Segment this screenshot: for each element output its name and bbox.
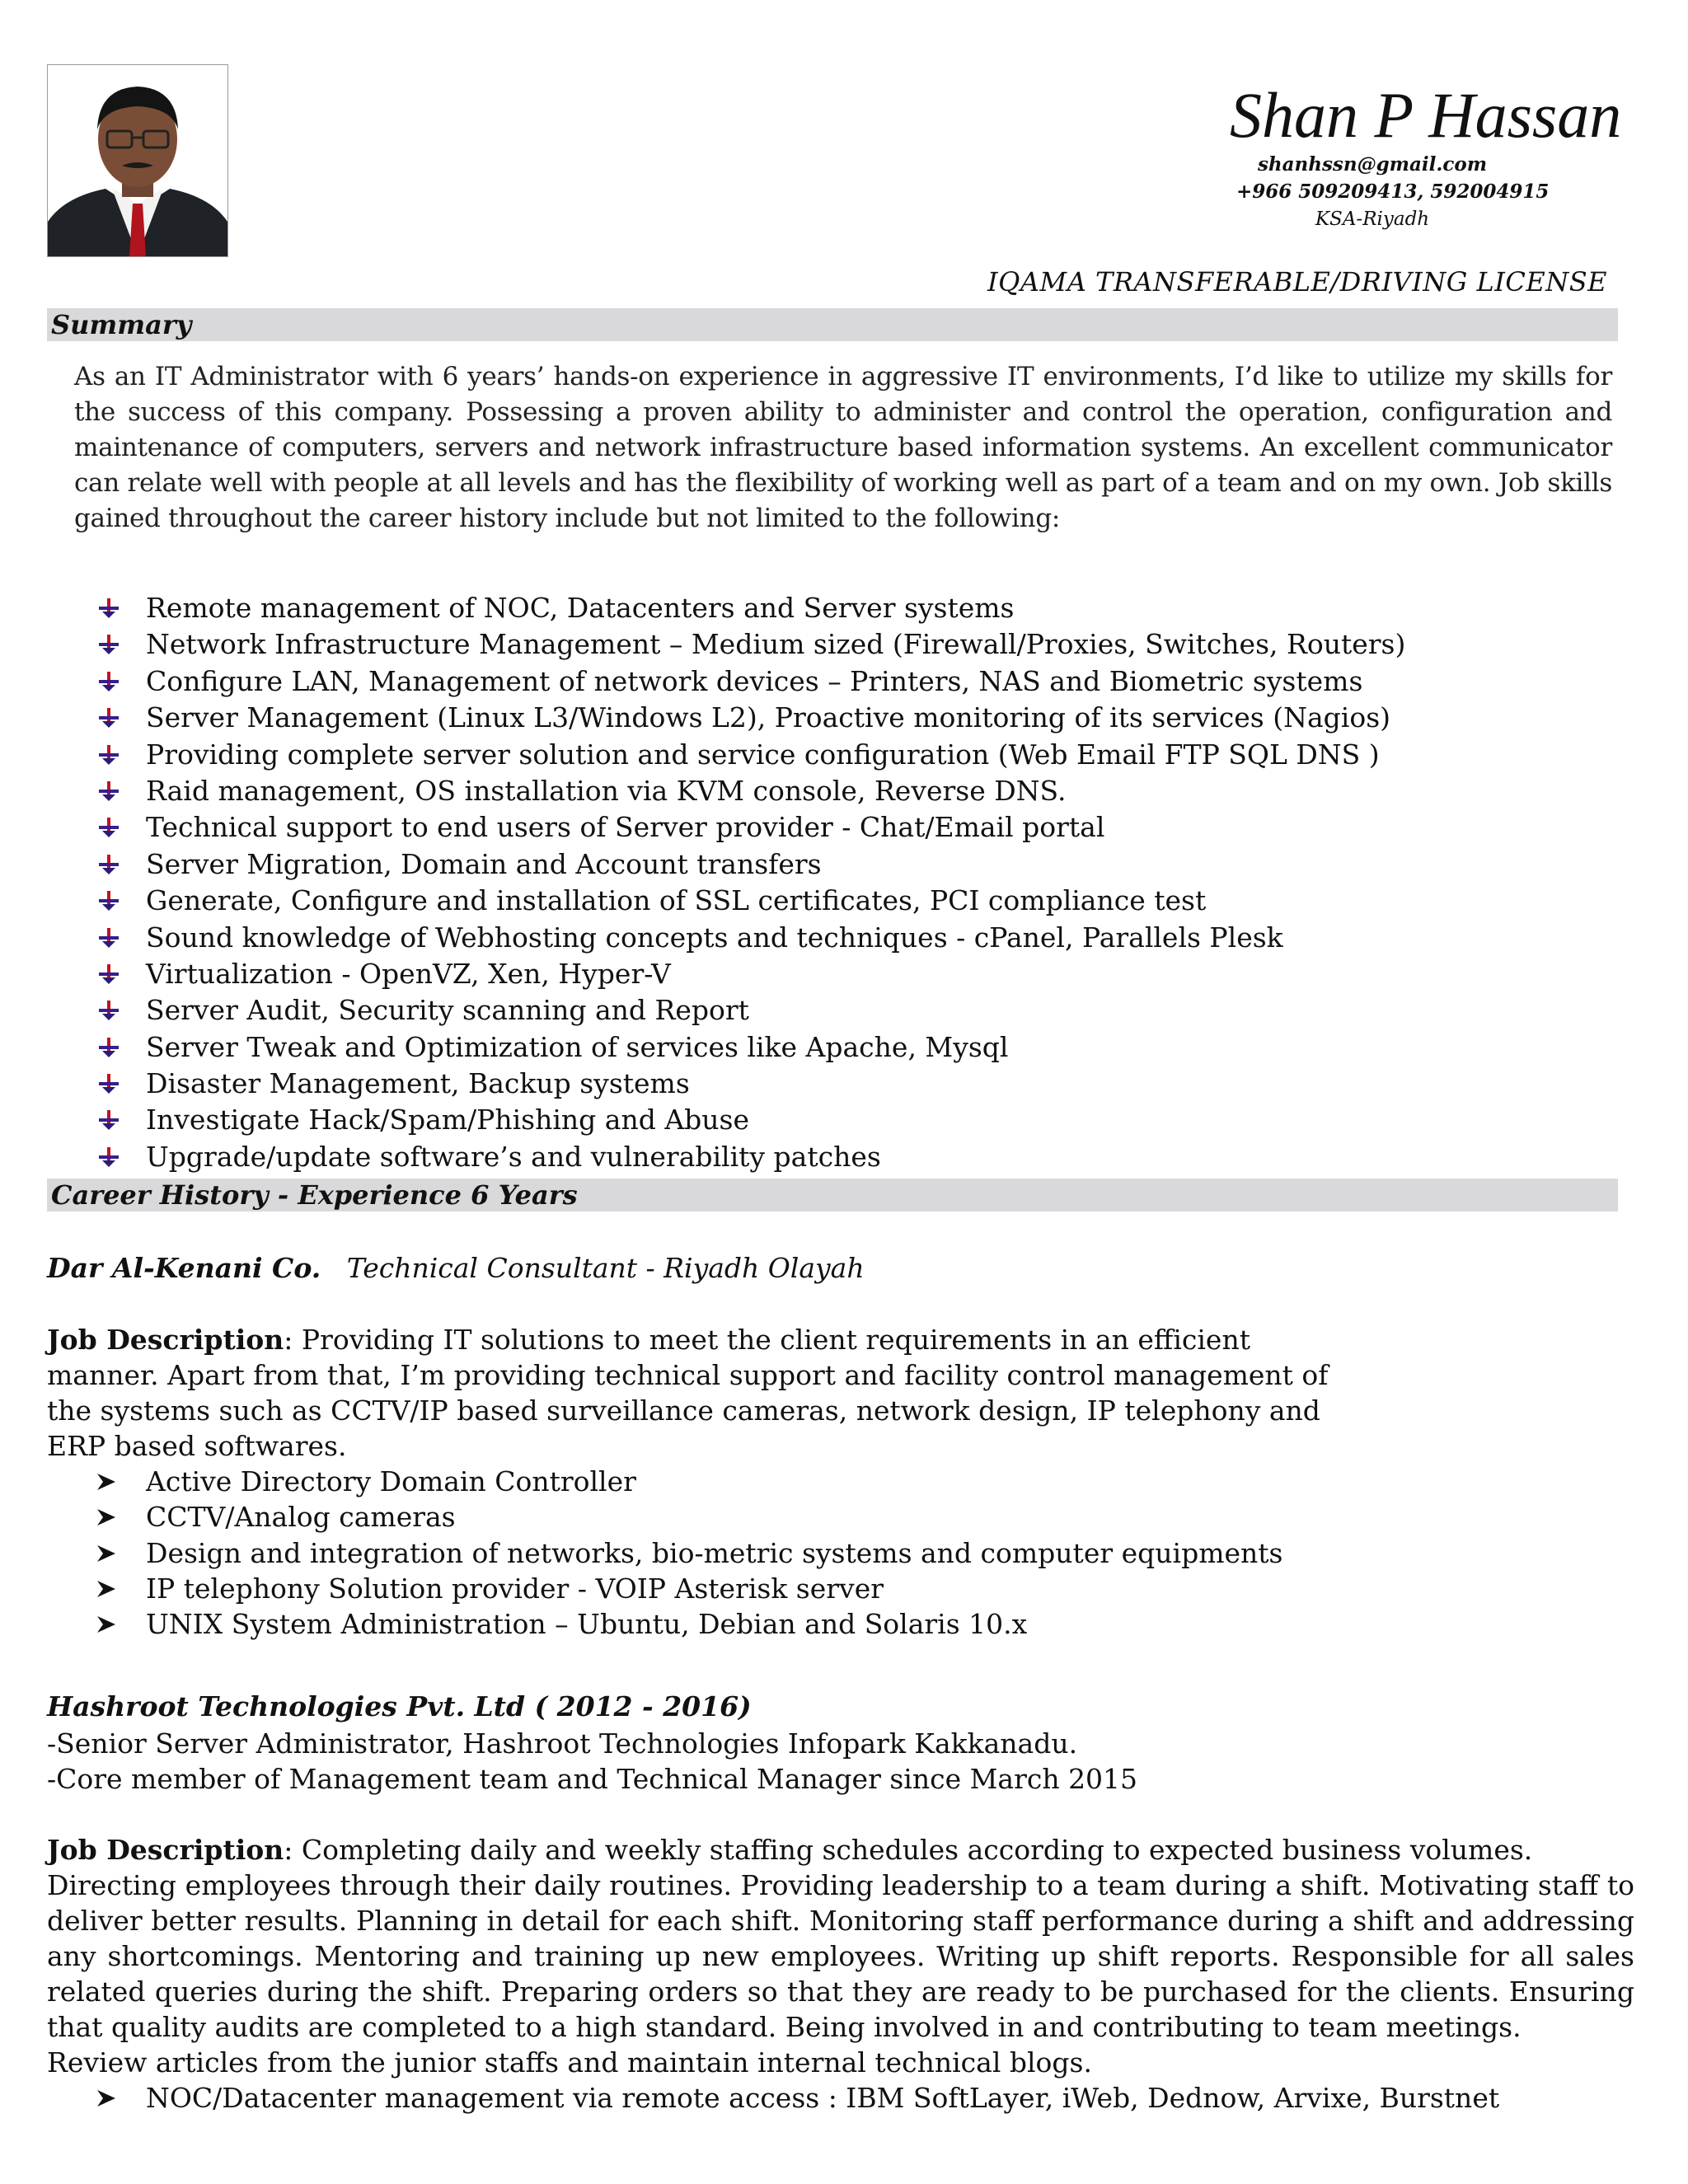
job1-title-line: [47, 1251, 865, 1286]
email-address: shanhssn@gmail.com: [1257, 153, 1488, 176]
arrowhead-bullet-icon: [97, 1509, 115, 1526]
skill-item: Providing complete server solution and service configuration (Web Email FTP SQL DNS ): [91, 737, 1574, 773]
skill-item: Raid management, OS installation via KVM console, Reverse DNS.: [91, 773, 1574, 809]
arrow-bullet-icon: [99, 598, 119, 618]
arrow-bullet-icon: [99, 1147, 119, 1167]
skill-item: Disaster Management, Backup systems: [91, 1066, 1574, 1102]
job2-role-line: -Core member of Management team and Technical Manager since March 2015: [47, 1763, 1138, 1795]
section-heading-summary: Summary: [47, 308, 1618, 341]
job1-description-line: : Providing IT solutions to meet the client requirements in an efficient: [284, 1324, 1250, 1356]
skill-item: Generate, Configure and installation of SSL certificates, PCI compliance test: [91, 883, 1574, 919]
skill-item: Server Migration, Domain and Account transfers: [91, 846, 1574, 883]
duty-item: CCTV/Analog cameras: [91, 1499, 1282, 1535]
arrow-bullet-icon: [99, 635, 119, 654]
skill-item: Configure LAN, Management of network devices – Printers, NAS and Biometric systems: [91, 663, 1574, 700]
job2-description-first: : Completing daily and weekly staffing schedules according to expected business volumes.: [284, 1834, 1533, 1866]
skill-item: Network Infrastructure Management – Medium sized (Firewall/Proxies, Switches, Routers): [91, 626, 1574, 663]
skill-item: Upgrade/update software’s and vulnerability patches: [91, 1139, 1574, 1175]
job1-description: [47, 1322, 1366, 1464]
job2-role-line: -Senior Server Administrator, Hashroot Technologies Infopark Kakkanadu.: [47, 1727, 1078, 1760]
arrow-bullet-icon: [99, 672, 119, 691]
skill-item: Investigate Hack/Spam/Phishing and Abuse: [91, 1102, 1574, 1138]
arrowhead-bullet-icon: [97, 1545, 115, 1562]
duty-item: NOC/Datacenter management via remote access : IBM SoftLayer, iWeb, Dednow, Arvixe, Burstnet: [91, 2080, 1499, 2116]
skill-item: Virtualization - OpenVZ, Xen, Hyper-V: [91, 956, 1574, 992]
job2-duties-list: [91, 2080, 1499, 2116]
arrow-bullet-icon: [99, 1074, 119, 1094]
job2-description: [47, 1832, 1634, 2080]
arrow-bullet-icon: [99, 818, 119, 837]
duty-item: Active Directory Domain Controller: [91, 1464, 1282, 1499]
job2-roles: [47, 1726, 1531, 1797]
job1-company: Dar Al-Kenani Co.: [47, 1252, 321, 1284]
candidate-name: Shan P Hassan: [1230, 79, 1622, 151]
job1-description-label: Job Description: [47, 1324, 284, 1356]
job1-description-line: ERP based softwares.: [47, 1430, 347, 1462]
job2-description-last: Review articles from the junior staffs and maintain internal technical blogs.: [47, 2046, 1092, 2079]
arrow-bullet-icon: [99, 781, 119, 801]
job2-description-label: Job Description: [47, 1834, 284, 1866]
job1-role: Technical Consultant - Riyadh Olayah: [346, 1252, 865, 1284]
arrow-bullet-icon: [99, 964, 119, 984]
job1-description-line: the systems such as CCTV/IP based surveillance cameras, network design, IP telephony and: [47, 1394, 1320, 1427]
skill-item: Server Tweak and Optimization of services like Apache, Mysql: [91, 1029, 1574, 1066]
job2-title-line: [47, 1690, 752, 1724]
skill-item: Server Management (Linux L3/Windows L2), Proactive monitoring of its services (Nagios): [91, 700, 1574, 736]
arrowhead-bullet-icon: [97, 1474, 115, 1490]
iqama-status: IQAMA TRANSFERABLE/DRIVING LICENSE: [987, 266, 1607, 298]
arrowhead-bullet-icon: [97, 1581, 115, 1597]
arrow-bullet-icon: [99, 928, 119, 948]
arrow-bullet-icon: [99, 891, 119, 911]
arrow-bullet-icon: [99, 745, 119, 765]
skill-item: Technical support to end users of Server provider - Chat/Email portal: [91, 809, 1574, 846]
job2-company: Hashroot Technologies Pvt. Ltd ( 2012 - 2016): [47, 1690, 752, 1722]
location: KSA-Riyadh: [1315, 209, 1430, 230]
section-heading-career: Career History - Experience 6 Years: [47, 1179, 1618, 1212]
job2-description-body: Directing employees through their daily routines. Providing leadership to a team during a shift. Motivating staff to deliver better results. Planning in detail for each shift. Monitoring staff performance during a shift and addressing any shortcomings. Mentoring and training up new employees. Writing up shift reports. Responsible for all sales related queries during the shift. Preparing orders so that they are ready to be purchased for the clients. Ensuring that quality audits are completed to a high standard. Being involved in and contributing to team meetings.: [47, 1869, 1634, 2043]
skill-item: Server Audit, Security scanning and Report: [91, 992, 1574, 1029]
duty-item: Design and integration of networks, bio-metric systems and computer equipments: [91, 1535, 1282, 1571]
skill-item: Sound knowledge of Webhosting concepts and techniques - cPanel, Parallels Plesk: [91, 920, 1574, 956]
skill-item: Remote management of NOC, Datacenters and Server systems: [91, 590, 1574, 626]
duty-item: IP telephony Solution provider - VOIP Asterisk server: [91, 1571, 1282, 1606]
arrow-bullet-icon: [99, 1038, 119, 1057]
arrow-bullet-icon: [99, 708, 119, 728]
arrow-bullet-icon: [99, 1110, 119, 1130]
profile-photo: [47, 64, 228, 257]
arrow-bullet-icon: [99, 855, 119, 874]
summary-paragraph: As an IT Administrator with 6 years’ hands-on experience in aggressive IT environments, I’d like to utilize my skills for the success of this company. Possessing a proven ability to administer and control the operation, configuration and maintenance of computers, servers and network infrastructure based information systems. An excellent communicator can relate well with people at all levels and has the flexibility of working well as part of a team and on my own. Job skills gained throughout the career history include but not limited to the following:: [74, 362, 1612, 533]
job1-description-line: manner. Apart from that, I’m providing technical support and facility control management of: [47, 1359, 1329, 1391]
skills-list: [91, 590, 1574, 1175]
arrowhead-bullet-icon: [97, 1616, 115, 1633]
arrowhead-bullet-icon: [97, 2090, 115, 2107]
arrow-bullet-icon: [99, 1001, 119, 1020]
phone-numbers: +966 509209413, 592004915: [1236, 180, 1550, 203]
duty-item: UNIX System Administration – Ubuntu, Debian and Solaris 10.x: [91, 1606, 1282, 1642]
job1-duties-list: [91, 1464, 1282, 1642]
